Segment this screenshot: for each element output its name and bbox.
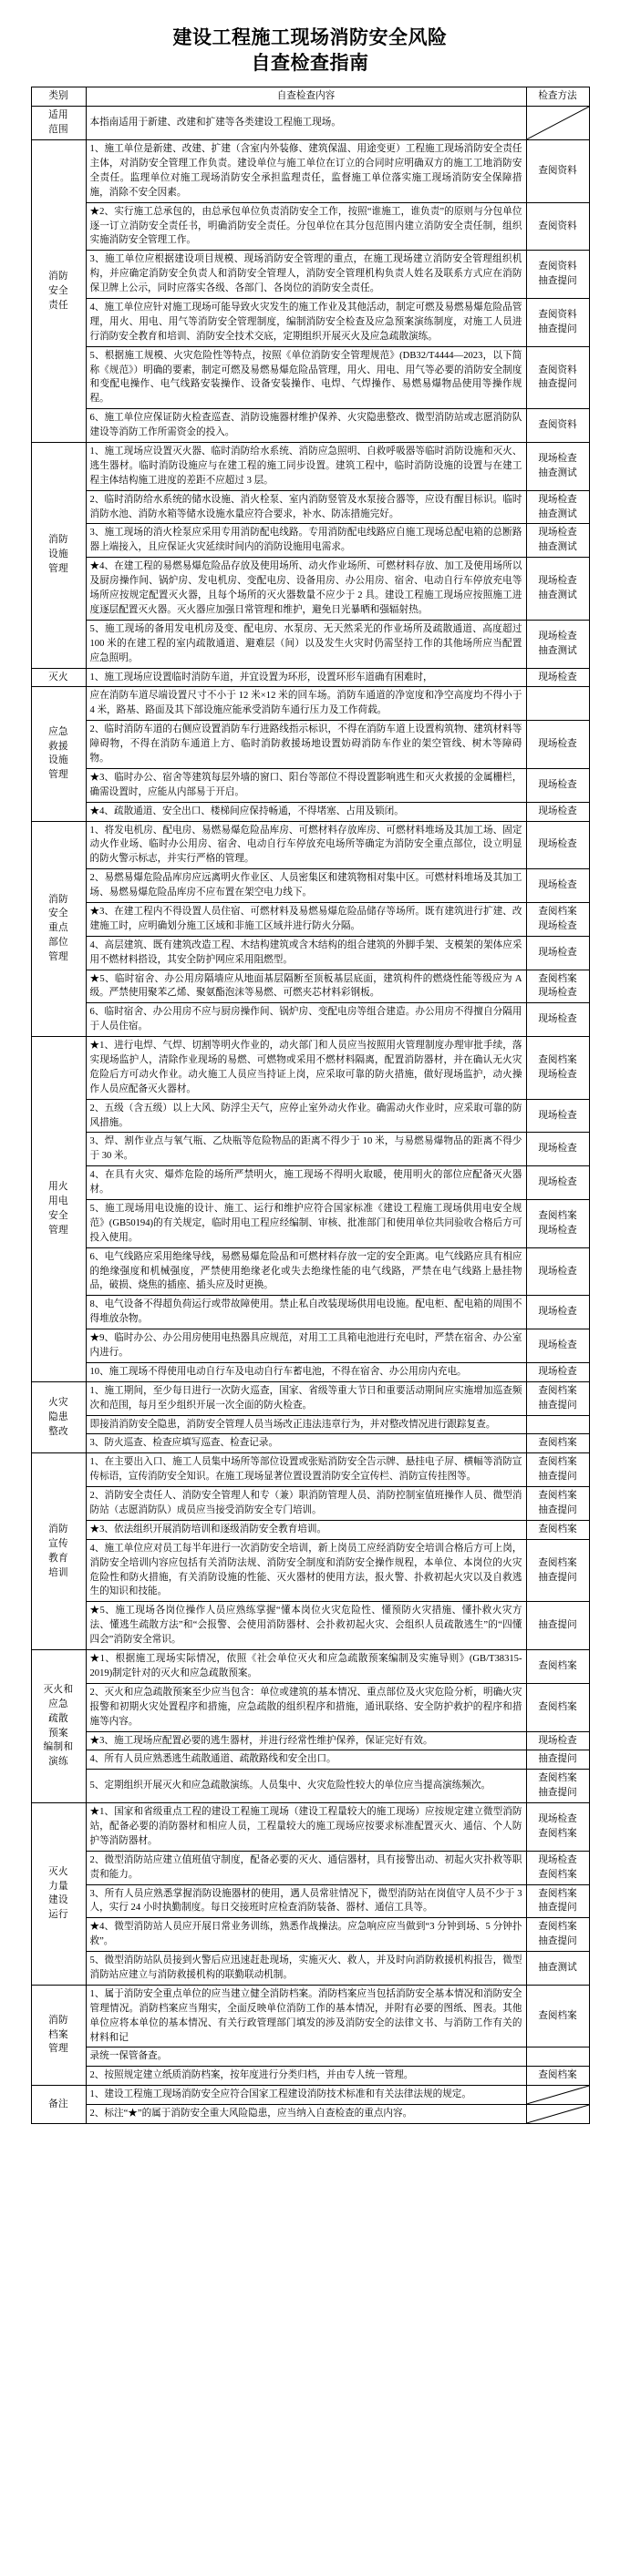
row-content: 2、临时消防车道的右侧应设置消防车行进路线指示标识，不得在消防车道上设置构筑物、建筑材料等障碍物，不得在消防车通道上方、临时消防救援场地设置妨碍消防车作业的架空管线、树木等障碍物。 bbox=[86, 721, 526, 769]
table-row bbox=[31, 687, 589, 721]
row-method: 查阅资料 抽查提问 bbox=[526, 299, 589, 347]
inspection-guide-table bbox=[31, 87, 590, 2124]
row-method: 查阅资料 抽查提问 bbox=[526, 251, 589, 299]
row-category: 消防 安全 责任 bbox=[31, 140, 86, 443]
row-content: ★1、进行电焊、气焊、切割等明火作业的，动火部门和人员应当按照用火管理制度办理审批手续，落实现场监护人，清除作业现场的易燃、可燃物或采用不燃材料隔离，配置消防器材，并在确认无火灾危险后方可动火作业。动火施工人员应当持证上岗，应采取可靠的防火措施，做好现场监护，动火操作人员应配备灭火器材。 bbox=[86, 1037, 526, 1100]
row-method: 查阅档案 bbox=[526, 2067, 589, 2086]
row-content: ★3、施工现场应配置必要的逃生器材，并进行经常性维护保养，保证完好有效。 bbox=[86, 1731, 526, 1750]
row-method: 现场检查 抽查测试 bbox=[526, 490, 589, 524]
row-method-empty bbox=[526, 2086, 589, 2105]
row-content: 1、施工现场应设置灭火器、临时消防给水系统、消防应急照明、自救呼吸器等临时消防设施和灭火、逃生器材。临时消防设施应与在建工程的施工同步设置。建筑工程中，临时消防设施的设置与在建工程主体结构施工进度的差距不应超过 3 层。 bbox=[86, 443, 526, 491]
table-row bbox=[31, 202, 589, 251]
row-content: 5、施工现场用电设施的设计、施工、运行和维护应符合国家标准《建设工程施工现场供用电安全规范》(GB50194)的有关规定，临时用电工程应经编制、审核、批准部门和使用单位共同验收合格后方可投入使用。 bbox=[86, 1200, 526, 1248]
row-method: 查阅资料 bbox=[526, 202, 589, 251]
table-row bbox=[31, 1487, 589, 1521]
row-content: 6、施工单位应保证防火检查巡查、消防设施器材维护保养、火灾隐患整改、微型消防站或志愿消防队建设等消防工作所需资金的投入。 bbox=[86, 409, 526, 443]
table-row bbox=[31, 1918, 589, 1952]
table-row bbox=[31, 902, 589, 936]
table-row bbox=[31, 936, 589, 970]
row-content: 3、施工单位应根据建设项目规模、现场消防安全管理的重点，在施工现场建立消防安全管理组织机构，并应确定消防安全负责人和消防安全管理人，消防安全管理机构负责人姓名及联系方式应在消防保卫牌上公示，同时应落实各级、各部门、各岗位的消防安全责任。 bbox=[86, 251, 526, 299]
table-row bbox=[31, 1133, 589, 1166]
row-category: 适用 范围 bbox=[31, 107, 86, 140]
row-method: 查阅档案 抽查提问 bbox=[526, 1884, 589, 1918]
row-method: 现场检查 bbox=[526, 1166, 589, 1200]
table-row bbox=[31, 970, 589, 1003]
row-content: ★2、实行施工总承包的，由总承包单位负责消防安全工作，按照“谁施工，谁负责”的原则与分包单位逐一订立消防安全责任书，明确消防安全责任。分包单位在其分包范围内建立消防安全责任制，组织实施消防安全管理工作。 bbox=[86, 202, 526, 251]
row-content: 2、易燃易爆危险品库房应远离明火作业区、人员密集区和建筑物相对集中区。可燃材料堆场及其加工场、易燃易爆危险品库房不应布置在架空电力线下。 bbox=[86, 869, 526, 903]
table-row bbox=[31, 1520, 589, 1539]
row-content: 5、施工现场的备用发电机房及变、配电房、水泵房、无天然采光的作业场所及疏散通道、高度超过 100 米的在建工程的室内疏散通道、避难层（间）以及发生火灾时仍需坚持工作的其他场所应当配置应急照明。 bbox=[86, 620, 526, 668]
row-method: 查阅档案 现场检查 bbox=[526, 902, 589, 936]
diagonal-slash-icon bbox=[527, 2105, 589, 2123]
row-method: 现场检查 bbox=[526, 1003, 589, 1037]
table-row bbox=[31, 620, 589, 668]
row-method: 查阅档案 抽查提问 bbox=[526, 1487, 589, 1521]
row-content: 2、微型消防站应建立值班值守制度，配备必要的灭火、通信器材，具有接警出动、初起火灾扑救等职责和能力。 bbox=[86, 1851, 526, 1884]
row-category: 用火 用电 安全 管理 bbox=[31, 1037, 86, 1382]
row-content: ★3、在建工程内不得设置人员住宿、可燃材料及易燃易爆危险品储存等场所。既有建筑进行扩建、改建施工时，应明确划分施工区域和非施工区域并进行防火分隔。 bbox=[86, 902, 526, 936]
table-row bbox=[31, 299, 589, 347]
row-method: 抽查测试 bbox=[526, 1952, 589, 1986]
row-method: 现场检查 bbox=[526, 802, 589, 821]
row-content: 2、按照规定建立纸质消防档案，按年度进行分类归档，并由专人统一管理。 bbox=[86, 2067, 526, 2086]
table-row bbox=[31, 2047, 589, 2067]
row-method bbox=[526, 1415, 589, 1434]
row-content: 2、消防安全责任人、消防安全管理人和专（兼）职消防管理人员、消防控制室值班操作人员、微型消防站（志愿消防队）成员应当接受消防安全专门培训。 bbox=[86, 1487, 526, 1521]
diagonal-slash-icon bbox=[527, 2086, 589, 2104]
row-method: 查阅档案 bbox=[526, 1683, 589, 1731]
row-category: 灭火和 应急 疏散 预案 编制和 演练 bbox=[31, 1650, 86, 1803]
table-row bbox=[31, 1329, 589, 1363]
table-row bbox=[31, 1247, 589, 1296]
row-category: 灭火 bbox=[31, 668, 86, 687]
row-content: ★4、疏散通道、安全出口、楼梯间应保持畅通，不得堵塞、占用及锁闭。 bbox=[86, 802, 526, 821]
table-row bbox=[31, 443, 589, 491]
table-row bbox=[31, 1362, 589, 1381]
row-content: 2、标注“★”的属于消防安全重大风险隐患，应当纳入自查检查的重点内容。 bbox=[86, 2105, 526, 2124]
row-content: 3、施工现场的消火栓泵应采用专用消防配电线路。专用消防配电线路应自施工现场总配电箱的总断路器上端接入，且应保证火灾延续时间内的消防设施用电需求。 bbox=[86, 524, 526, 558]
row-category: 火灾 隐患 整改 bbox=[31, 1381, 86, 1453]
row-method: 现场检查 查阅档案 bbox=[526, 1851, 589, 1884]
row-method: 查阅档案 抽查提问 bbox=[526, 1453, 589, 1487]
table-row bbox=[31, 1952, 589, 1986]
row-method: 现场检查 抽查测试 bbox=[526, 558, 589, 621]
table-row bbox=[31, 1884, 589, 1918]
row-method: 现场检查 bbox=[526, 1247, 589, 1296]
row-method-empty bbox=[526, 107, 589, 140]
table-row bbox=[31, 1650, 589, 1684]
row-category: 消防 档案 管理 bbox=[31, 1985, 86, 2085]
table-row bbox=[31, 1851, 589, 1884]
table-row bbox=[31, 1003, 589, 1037]
row-method: 查阅资料 抽查提问 bbox=[526, 346, 589, 409]
row-content: 2、灭火和应急疏散预案至少应当包含：单位或建筑的基本情况、重点部位及火灾危险分析，明确火灾报警和初期火灾处置程序和措施，应急疏散的组织程序和措施，通讯联络、安全防护救护的程序和措施等内容。 bbox=[86, 1683, 526, 1731]
row-content: ★3、临时办公、宿舍等建筑每层外墙的窗口、阳台等部位不得设置影响逃生和灭火救援的金属栅栏，确需设置时，应能从内部易于开启。 bbox=[86, 768, 526, 802]
row-content: ★1、根据施工现场实际情况，依照《社会单位灭火和应急疏散预案编制及实施导则》(GB/T38315-2019)制定针对的灭火和应急疏散预案。 bbox=[86, 1650, 526, 1684]
table-row bbox=[31, 1099, 589, 1133]
row-content: 6、临时宿舍、办公用房不应与厨房操作间、锅炉房、变配电房等组合建造。办公用房不得擅自分隔用于人员住宿。 bbox=[86, 1003, 526, 1037]
row-method bbox=[526, 687, 589, 721]
row-method: 查阅档案 抽查提问 bbox=[526, 1381, 589, 1415]
table-row bbox=[31, 2067, 589, 2086]
table-row bbox=[31, 1731, 589, 1750]
row-method: 现场检查 bbox=[526, 1329, 589, 1363]
row-content: 即接消消防安全隐患，消防安全管理人员当场改正违法违章行为，并对整改情况进行跟踪复查。 bbox=[86, 1415, 526, 1434]
row-content: ★9、临时办公、办公用房使用电热器具应规范，对用工工具箱电池进行充电时，严禁在宿舍、办公室内进行。 bbox=[86, 1329, 526, 1363]
row-method: 查阅档案 现场检查 bbox=[526, 1037, 589, 1100]
table-row bbox=[31, 409, 589, 443]
row-method: 查阅档案 现场检查 bbox=[526, 1200, 589, 1248]
page-title-line-1: 建设工程施工现场消防安全风险 bbox=[172, 26, 448, 48]
row-category: 备注 bbox=[31, 2086, 86, 2124]
table-row bbox=[31, 1037, 589, 1100]
header-content: 自查检查内容 bbox=[86, 87, 526, 107]
row-category: 消防 宣传 教育 培训 bbox=[31, 1453, 86, 1650]
row-category: 消防 安全 重点 部位 管理 bbox=[31, 821, 86, 1037]
table-row bbox=[31, 490, 589, 524]
row-content: 10、施工现场不得使用电动自行车及电动自行车蓄电池，不得在宿舍、办公用房内充电。 bbox=[86, 1362, 526, 1381]
row-method: 现场检查 抽查测试 bbox=[526, 620, 589, 668]
row-method: 现场检查 bbox=[526, 1133, 589, 1166]
table-row bbox=[31, 251, 589, 299]
table-row bbox=[31, 140, 589, 203]
table-row bbox=[31, 721, 589, 769]
row-method: 现场检查 bbox=[526, 768, 589, 802]
table-row bbox=[31, 1166, 589, 1200]
row-content: ★4、微型消防站人员应开展日常业务训练，熟悉作战操法。应急响应应当做到“3 分钟到场、5 分钟扑救”。 bbox=[86, 1918, 526, 1952]
table-row bbox=[31, 1296, 589, 1329]
table-row bbox=[31, 107, 589, 140]
row-content: 1、施工现场应设置临时消防车道，并宜设置为环形，设置环形车道确有困难时， bbox=[86, 668, 526, 687]
row-content: 应在消防车道尽端设置尺寸不小于 12 米×12 米的回车场。消防车通道的净宽度和净空高度均不得小于 4 米，路基、路面及其下部设施应能承受消防车通行压力及工作荷载。 bbox=[86, 687, 526, 721]
table-row bbox=[31, 1381, 589, 1415]
header-category: 类别 bbox=[31, 87, 86, 107]
row-content: 1、属于消防安全重点单位的应当建立健全消防档案。消防档案应当包括消防安全基本情况和消防安全管理情况。消防档案应当翔实，全面反映单位消防工作的基本情况，并附有必要的图纸、图表。其他单位应将本单位的基本情况、有关行政管理部门填发的涉及消防安全的法律文书、与消防工作有关的材料和记 bbox=[86, 1985, 526, 2047]
row-method: 抽查提问 bbox=[526, 1602, 589, 1650]
table-row bbox=[31, 1683, 589, 1731]
row-method-empty bbox=[526, 2105, 589, 2124]
page-title-line-2: 自查检查指南 bbox=[251, 51, 369, 74]
row-method bbox=[526, 2047, 589, 2067]
row-method: 查阅档案 抽查提问 bbox=[526, 1770, 589, 1803]
row-content: 2、临时消防给水系统的储水设施、消火栓泵、室内消防竖管及水泵接合器等，应设有醒目标识。临时消防水池、消防水箱等储水设施水量应符合要求，补水、防冻措施完好。 bbox=[86, 490, 526, 524]
row-content: 3、所有人员应熟悉掌握消防设施器材的使用，遇人员常驻情况下，微型消防站在岗值守人员不少于 3 人，实行 24 小时执勤制度。每日交接班时应检查消防装备、器材、通信工具等。 bbox=[86, 1884, 526, 1918]
row-content: 4、高层建筑、既有建筑改造工程、木结构建筑或含木结构的组合建筑的外脚手架、支模架的架体应采用不燃材料搭设，其安全防护网应采用阻燃型。 bbox=[86, 936, 526, 970]
row-content: 5、微型消防站队员接到火警后应迅速赶赴现场，实施灭火、救人，并及时向消防救援机构报告，微型消防站应建立与消防救援机构的联勤联动机制。 bbox=[86, 1952, 526, 1986]
row-content: 2、五级（含五级）以上大风、防浮尘天气，应停止室外动火作业。确需动火作业时，应采取可靠的防风措施。 bbox=[86, 1099, 526, 1133]
table-row bbox=[31, 1985, 589, 2047]
row-content: 4、所有人员应熟悉逃生疏散通道、疏散路线和安全出口。 bbox=[86, 1750, 526, 1770]
table-row bbox=[31, 1415, 589, 1434]
header-method: 检查方法 bbox=[526, 87, 589, 107]
row-method: 查阅档案 bbox=[526, 1650, 589, 1684]
row-category: 灭火 力量 建设 运行 bbox=[31, 1803, 86, 1986]
row-method: 查阅档案 bbox=[526, 1520, 589, 1539]
header-row bbox=[31, 87, 589, 107]
row-method: 现场检查 抽查测试 bbox=[526, 443, 589, 491]
row-method: 现场检查 查阅档案 bbox=[526, 1803, 589, 1852]
row-method: 现场检查 bbox=[526, 1731, 589, 1750]
row-content: 1、在主要出入口、施工人员集中场所等部位设置或张贴消防安全告示牌、悬挂电子屏、横幅等消防宣传标语，宣传消防安全知识。在施工现场显著位置设置消防安全宣传栏、消防宣传挂图等。 bbox=[86, 1453, 526, 1487]
table-body bbox=[31, 107, 589, 2124]
table-row bbox=[31, 1803, 589, 1852]
row-content: 1、施工期间，至少每日进行一次防火巡查，国家、省级等重大节日和重要活动期间应实施增加巡查频次和范围，每月至少组织开展一次全面的防火检查。 bbox=[86, 1381, 526, 1415]
row-content: 6、电气线路应采用绝缘导线，易燃易爆危险品和可燃材料存放一定的安全距离。电气线路应具有相应的绝缘强度和机械强度，严禁使用绝缘老化或失去绝缘性能的电气线路，严禁在电气线路上悬挂物品，破损、烧焦的插座、插头应及时更换。 bbox=[86, 1247, 526, 1296]
table-row bbox=[31, 524, 589, 558]
table-row bbox=[31, 1770, 589, 1803]
row-method: 查阅档案 抽查提问 bbox=[526, 1539, 589, 1602]
row-content: ★3、依法组织开展消防培训和逐级消防安全教育培训。 bbox=[86, 1520, 526, 1539]
row-category: 消防 设施 管理 bbox=[31, 443, 86, 668]
row-method: 现场检查 bbox=[526, 721, 589, 769]
row-method: 查阅资料 bbox=[526, 409, 589, 443]
table-row bbox=[31, 2086, 589, 2105]
row-content: 4、施工单位应针对施工现场可能导致火灾发生的施工作业及其他活动，制定可燃及易燃易爆危险品管理，用火、用电、用气等消防安全管理制度，编制消防安全检查及应急预案演练制度，对施工人员进行消防安全教育和培训、消防安全技术交底，定期组织开展灭火及应急疏散演练。 bbox=[86, 299, 526, 347]
table-row bbox=[31, 558, 589, 621]
row-method: 查阅资料 bbox=[526, 140, 589, 203]
row-content: ★1、国家和省级重点工程的建设工程施工现场（建设工程量较大的施工现场）应按规定建立微型消防站，配备必要的消防器材和相应人员，工程量较大的施工现场应按要求标准配置灭火、通信、个人防护等消防器材。 bbox=[86, 1803, 526, 1852]
row-content: 1、施工单位是新建、改建、扩建（含室内外装修、建筑保温、用途变更）工程施工现场消防安全责任主体，对消防安全管理工作负责。建设单位与施工单位在订立的合同时应明确双方的施工工地消防安全责任。监理单位对施工现场消防安全承担监理责任，监督施工单位落实施工现场消防安全保障措施，消除不安全因素。 bbox=[86, 140, 526, 203]
table-row bbox=[31, 1750, 589, 1770]
table-row bbox=[31, 802, 589, 821]
row-content: ★5、临时宿舍、办公用房隔墙应从地面基层隔断至顶板基层底面，建筑构件的燃烧性能等级应为 A 级。严禁使用聚苯乙烯、聚氨酯泡沫等易燃、可燃夹芯材料彩钢板。 bbox=[86, 970, 526, 1003]
row-method: 现场检查 bbox=[526, 936, 589, 970]
table-row bbox=[31, 1434, 589, 1453]
table-row bbox=[31, 1200, 589, 1248]
row-content: 录统一保管备查。 bbox=[86, 2047, 526, 2067]
row-content: 3、焊、割作业点与氧气瓶、乙炔瓶等危险物品的距离不得少于 10 米，与易燃易爆物品的距离不得少于 30 米。 bbox=[86, 1133, 526, 1166]
row-method: 现场检查 bbox=[526, 1296, 589, 1329]
row-method: 现场检查 抽查测试 bbox=[526, 524, 589, 558]
row-method: 现场检查 bbox=[526, 869, 589, 903]
table-row bbox=[31, 1539, 589, 1602]
row-method: 查阅档案 现场检查 bbox=[526, 970, 589, 1003]
page-title bbox=[0, 0, 620, 87]
table-row bbox=[31, 1453, 589, 1487]
table-row bbox=[31, 821, 589, 869]
row-content: 1、将发电机房、配电房、易燃易爆危险品库房、可燃材料存放库房、可燃材料堆场及其加工场、固定动火作业场、临时办公用房、宿舍、电动自行车停放充电场所等确定为消防安全重点部位，设立明显的防火警示标志，并实行严格的管理。 bbox=[86, 821, 526, 869]
row-content: 8、电气设备不得超负荷运行或带故障使用。禁止私自改装现场供用电设施。配电柜、配电箱的周围不得堆放杂物。 bbox=[86, 1296, 526, 1329]
table-row bbox=[31, 2105, 589, 2124]
table-row bbox=[31, 1602, 589, 1650]
table-header bbox=[31, 87, 589, 107]
row-method: 抽查提问 bbox=[526, 1750, 589, 1770]
row-method: 查阅档案 bbox=[526, 1434, 589, 1453]
table-row bbox=[31, 346, 589, 409]
row-content: ★5、施工现场各岗位操作人员应熟练掌握“懂本岗位火灾危险性、懂预防火灾措施、懂扑救火灾方法、懂逃生疏散方法”和“会报警、会使用消防器材、会扑救初起火灾、会组织人员疏散逃生”的“四懂四会”消防安全常识。 bbox=[86, 1602, 526, 1650]
row-method: 现场检查 bbox=[526, 821, 589, 869]
row-content: 5、根据施工规模、火灾危险性等特点，按照《单位消防安全管理规范》(DB32/T4444—2023，以下简称《规范》）明确的要素，制定可燃及易燃易爆危险品管理，用火、用电、用气等必要的消防安全制度和变配电操作、电气线路安装操作、设备安装操作、电焊、气焊操作、易燃易爆物品使用等操作规程。 bbox=[86, 346, 526, 409]
row-content: 4、在具有火灾、爆炸危险的场所严禁明火，施工现场不得明火取暖，使用明火的部位应配备灭火器材。 bbox=[86, 1166, 526, 1200]
diagonal-slash-icon bbox=[527, 107, 589, 139]
table-row bbox=[31, 768, 589, 802]
row-content: ★4、在建工程的易燃易爆危险品存放及使用场所、动火作业场所、可燃材料存放、加工及使用场所以及厨房操作间、锅炉房、发电机房、变配电房、设备用房、办公用房、宿舍、电动自行车停放充电等场所应按规定配置灭火器，且每个场所的灭火器数量不应少于 2 具。建设工程施工现场应按照施工进度逐层配置灭火器。灭火器应加强日常管理和维护，避免日光暴晒和强辐射热。 bbox=[86, 558, 526, 621]
row-method: 查阅档案 抽查提问 bbox=[526, 1918, 589, 1952]
row-category: 应急 救援 设施 管理 bbox=[31, 687, 86, 821]
row-method: 现场检查 bbox=[526, 668, 589, 687]
row-content: 本指南适用于新建、改建和扩建等各类建设工程施工现场。 bbox=[86, 107, 526, 140]
row-content: 3、防火巡查、检查应填写巡查、检查记录。 bbox=[86, 1434, 526, 1453]
row-content: 4、施工单位应对员工每半年进行一次消防安全培训，新上岗员工应经消防安全培训合格后方可上岗，消防安全培训内容应包括有关消防法规、消防安全制度和消防安全操作规程，本单位、本岗位的火灾危险性和防火措施，有关消防设施的性能、灭火器材的使用方法，报火警、扑救初起火灾以及自救逃生的知识和技能。 bbox=[86, 1539, 526, 1602]
row-content: 5、定期组织开展灭火和应急疏散演练。人员集中、火灾危险性较大的单位应当提高演练频次。 bbox=[86, 1770, 526, 1803]
row-method: 现场检查 bbox=[526, 1099, 589, 1133]
row-method: 查阅档案 bbox=[526, 1985, 589, 2047]
table-row bbox=[31, 869, 589, 903]
row-content: 1、建设工程施工现场消防安全应符合国家工程建设消防技术标准和有关法律法规的规定。 bbox=[86, 2086, 526, 2105]
table-row bbox=[31, 668, 589, 687]
row-method: 现场检查 bbox=[526, 1362, 589, 1381]
